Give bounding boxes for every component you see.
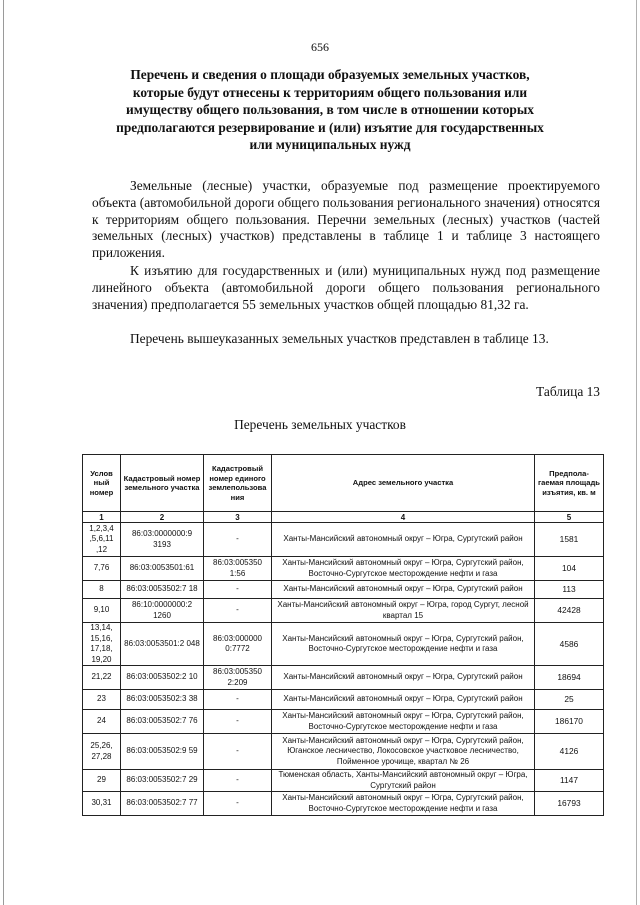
paragraph-table-reference: Перечень вышеуказанных земельных участков представлен в таблице 13.: [130, 331, 549, 346]
table-row: [83, 710, 604, 734]
row-cadastral-number: 86:03:0000000:9 3193: [121, 523, 204, 557]
row-unified-land-use-number: -: [204, 690, 272, 710]
row-unified-land-use-number: -: [204, 770, 272, 792]
row-area: 1581: [535, 523, 604, 557]
row-cadastral-number: 86:03:0053502:2 10: [121, 666, 204, 690]
row-area: 16793: [535, 792, 604, 816]
row-address: Ханты-Мансийский автономный округ – Югра, город Сургут, лесной квартал 15: [272, 599, 535, 623]
row-conditional-number: 13,14, 15,16, 17,18, 19,20: [83, 623, 121, 666]
header-plot-address: Адрес земельного участка: [272, 455, 535, 512]
table-row: [83, 734, 604, 770]
land-plots-table: [82, 454, 604, 816]
paragraph-public-territories: Земельные (лесные) участки, образуемые под размещение проектируемого объекта (автомобильной дороги общего пользования регионального значения) относятся к территориям общего пользования. Перечни земельных (лесных) участков (частей земельных (лесных) участков) представлены в таблице 1 и таблице 3 настоящего приложения.: [92, 178, 600, 261]
row-address: Тюменская область, Ханты-Мансийский автономный округ – Югра, Сургутский район: [272, 770, 535, 792]
row-cadastral-number: 86:03:0053502:7 76: [121, 710, 204, 734]
table-row: [83, 523, 604, 557]
column-number: 3: [204, 512, 272, 523]
row-area: 42428: [535, 599, 604, 623]
row-cadastral-number: 86:03:0053501:2 048: [121, 623, 204, 666]
row-cadastral-number: 86:03:0053502:7 77: [121, 792, 204, 816]
table-row: [83, 770, 604, 792]
row-conditional-number: 25,26, 27,28: [83, 734, 121, 770]
column-number: 1: [83, 512, 121, 523]
row-address: Ханты-Мансийский автономный округ – Югра, Сургутский район, Восточно-Сургутское месторождение нефти и газа: [272, 557, 535, 581]
row-unified-land-use-number: -: [204, 523, 272, 557]
row-area: 18694: [535, 666, 604, 690]
title-line: имуществу общего пользования, в том числе в отношении которых: [126, 102, 534, 117]
row-area: 186170: [535, 710, 604, 734]
column-number: 4: [272, 512, 535, 523]
row-conditional-number: 29: [83, 770, 121, 792]
row-area: 4126: [535, 734, 604, 770]
row-address: Ханты-Мансийский автономный округ – Югра, Сургутский район: [272, 690, 535, 710]
row-area: 104: [535, 557, 604, 581]
header-seizure-area: Предпола-гаемая площадь изъятия, кв. м: [535, 455, 604, 512]
row-conditional-number: 8: [83, 581, 121, 599]
row-address: Ханты-Мансийский автономный округ – Югра, Сургутский район, Восточно-Сургутское месторождение нефти и газа: [272, 792, 535, 816]
row-cadastral-number: 86:03:0053501:61: [121, 557, 204, 581]
row-unified-land-use-number: 86:03:005350 2:209: [204, 666, 272, 690]
row-cadastral-number: 86:03:0053502:3 38: [121, 690, 204, 710]
column-number-row: [83, 512, 604, 523]
row-address: Ханты-Мансийский автономный округ – Югра, Сургутский район: [272, 666, 535, 690]
row-unified-land-use-number: 86:03:000000 0:7772: [204, 623, 272, 666]
row-conditional-number: 1,2,3,4 ,5,6,11 ,12: [83, 523, 121, 557]
document-title: [100, 66, 560, 154]
row-address: Ханты-Мансийский автономный округ – Югра, Сургутский район, Юганское лесничество, Локосовское участковое лесничество, Пойменное урочище, квартал № 26: [272, 734, 535, 770]
row-area: 113: [535, 581, 604, 599]
row-unified-land-use-number: -: [204, 734, 272, 770]
row-cadastral-number: 86:03:0053502:9 59: [121, 734, 204, 770]
paragraph-seizure: К изъятию для государственных и (или) муниципальных нужд под размещение линейного объекта (автомобильной дороги общего пользования регионального значения) предполагается 55 земельных участков общей площадью 81,32 га.: [92, 263, 600, 312]
title-line: предполагаются резервирование и (или) изъятие для государственных: [116, 119, 544, 135]
table-row: [83, 666, 604, 690]
row-address: Ханты-Мансийский автономный округ – Югра, Сургутский район, Восточно-Сургутское месторождение нефти и газа: [272, 623, 535, 666]
table-label: Таблица 13: [536, 384, 600, 399]
title-line: которые будут отнесены к территориям общего пользования или: [132, 84, 528, 100]
row-cadastral-number: 86:03:0053502:7 18: [121, 581, 204, 599]
row-area: 1147: [535, 770, 604, 792]
header-cadastral-number: Кадастровый номер земельного участка: [121, 455, 204, 512]
row-conditional-number: 23: [83, 690, 121, 710]
row-address: Ханты-Мансийский автономный округ – Югра, Сургутский район: [272, 523, 535, 557]
row-unified-land-use-number: -: [204, 581, 272, 599]
row-area: 4586: [535, 623, 604, 666]
header-conditional-number: Услов ный номер: [83, 455, 121, 512]
scan-edge-left: [3, 0, 4, 905]
page-number: 656: [311, 40, 329, 54]
table-row: [83, 792, 604, 816]
column-number: 5: [535, 512, 604, 523]
row-conditional-number: 9,10: [83, 599, 121, 623]
table-row: [83, 581, 604, 599]
column-number: 2: [121, 512, 204, 523]
row-unified-land-use-number: 86:03:005350 1:56: [204, 557, 272, 581]
scan-edge-right: [636, 0, 637, 905]
table-row: [83, 690, 604, 710]
row-unified-land-use-number: -: [204, 792, 272, 816]
row-cadastral-number: 86:10:0000000:2 1260: [121, 599, 204, 623]
row-cadastral-number: 86:03:0053502:7 29: [121, 770, 204, 792]
table-header-row: [83, 455, 604, 512]
row-conditional-number: 24: [83, 710, 121, 734]
row-address: Ханты-Мансийский автономный округ – Югра, Сургутский район, Восточно-Сургутское месторождение нефти и газа: [272, 710, 535, 734]
table-row: [83, 557, 604, 581]
table-row: [83, 599, 604, 623]
table-row: [83, 623, 604, 666]
title-line: Перечень и сведения о площади образуемых земельных участков,: [130, 67, 530, 82]
row-conditional-number: 30,31: [83, 792, 121, 816]
row-unified-land-use-number: -: [204, 710, 272, 734]
title-line: или муниципальных нужд: [249, 137, 411, 152]
row-address: Ханты-Мансийский автономный округ – Югра, Сургутский район: [272, 581, 535, 599]
row-conditional-number: 7,76: [83, 557, 121, 581]
row-conditional-number: 21,22: [83, 666, 121, 690]
header-unified-land-use-number: Кадастровый номер единого землепользова ния: [204, 455, 272, 512]
row-area: 25: [535, 690, 604, 710]
row-unified-land-use-number: -: [204, 599, 272, 623]
table-caption: Перечень земельных участков: [234, 417, 406, 432]
